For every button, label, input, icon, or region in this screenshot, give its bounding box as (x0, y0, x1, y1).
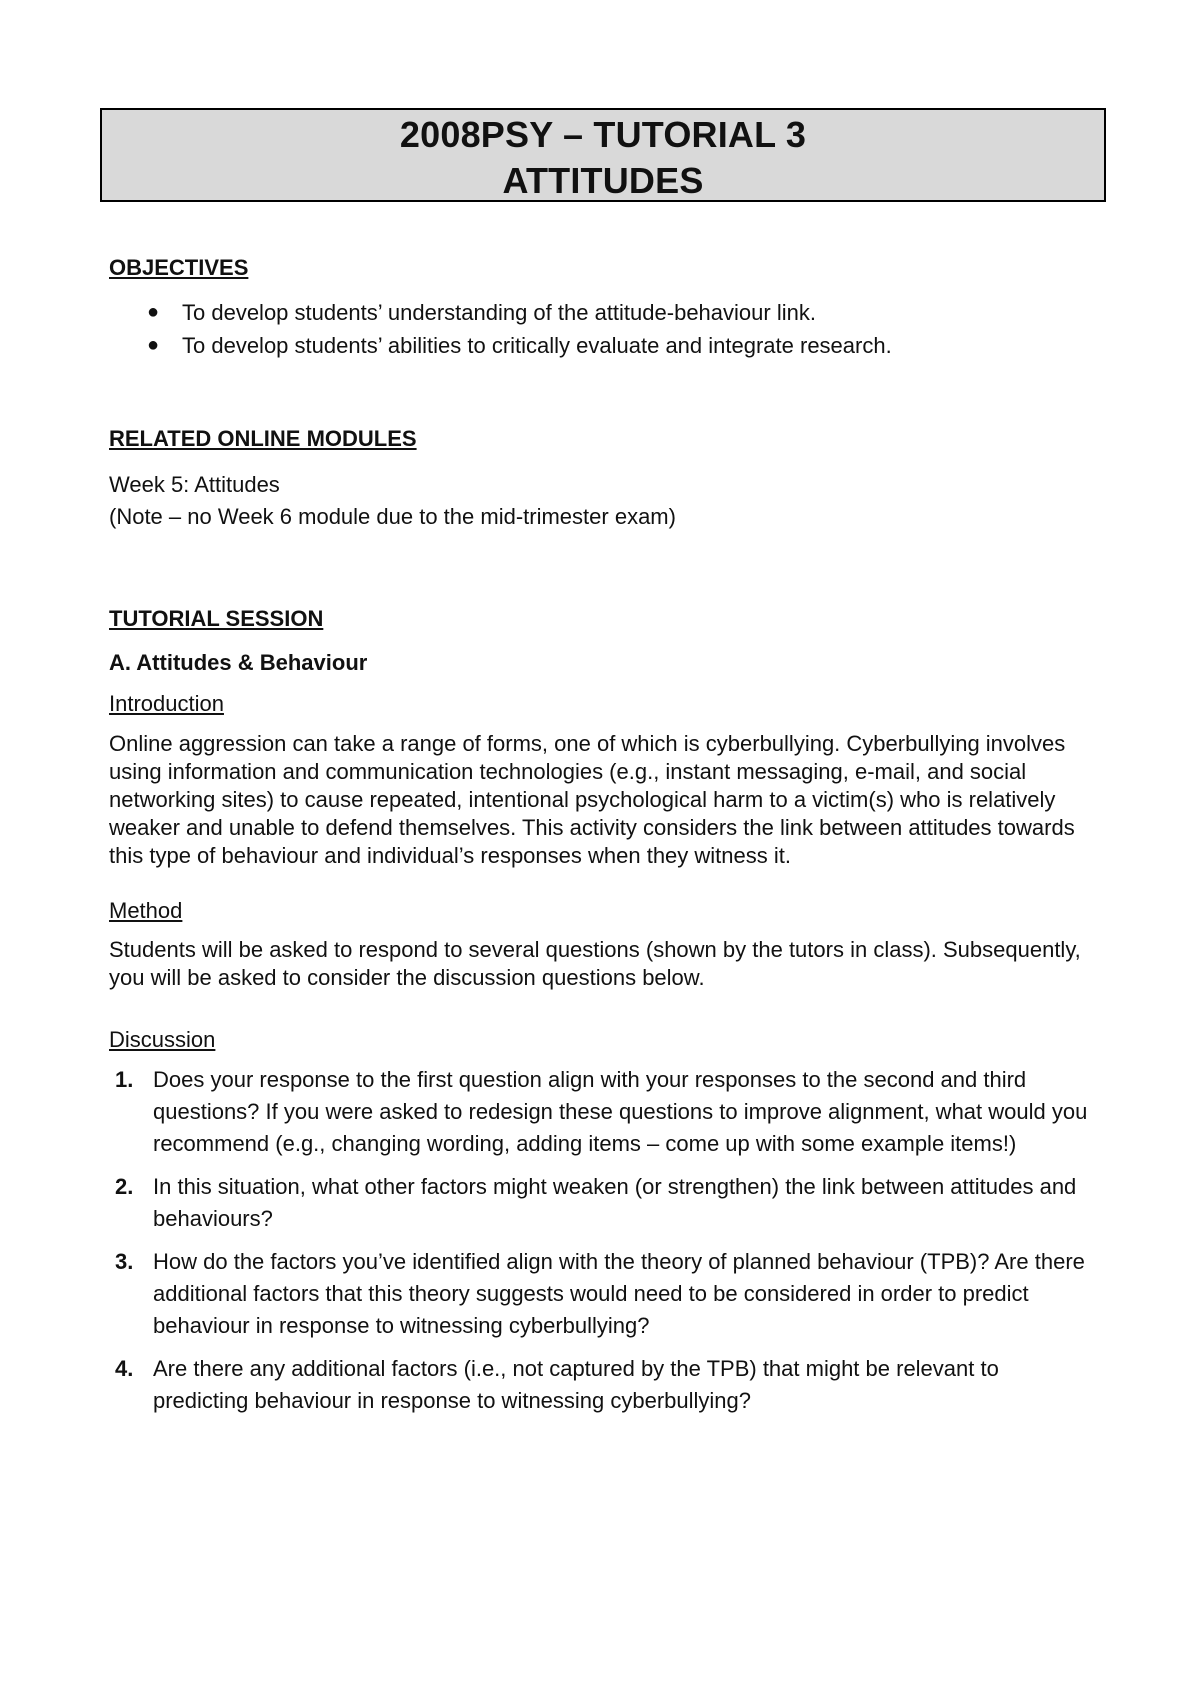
bullet-icon: ● (147, 334, 160, 356)
question-number: 1. (115, 1067, 134, 1092)
question-number: 3. (115, 1249, 134, 1274)
introduction-text: Online aggression can take a range of forms, one of which is cyberbullying. Cyberbullying involves using information and communication technologies (e.g., instant messaging, e-mail, and social networking sites) to cause repeated, intentional psychological harm to a victim(s) who is relatively weaker and unable to defend themselves. This activity considers the link between attitudes towards this type of behaviour and individual’s responses when they witness it. (109, 731, 1075, 868)
method-label: Method (109, 898, 183, 923)
modules-heading: RELATED ONLINE MODULES (109, 426, 417, 451)
objective-text: To develop students’ abilities to critically evaluate and integrate research. (182, 333, 892, 358)
title-line-2: ATTITUDES (502, 160, 704, 201)
discussion-question (109, 1246, 1099, 1342)
question-text: Are there any additional factors (i.e., not captured by the TPB) that might be relevant to predicting behaviour in response to witnessing cyberbullying? (153, 1356, 999, 1413)
question-number: 4. (115, 1356, 134, 1381)
objectives-list (109, 296, 1099, 362)
modules-section (109, 425, 1099, 533)
question-text: How do the factors you’ve identified align with the theory of planned behaviour (TPB)? Are there additional factors that this theory suggests would need to be considered in order to predict behaviour in response to witnessing cyberbullying? (153, 1249, 1085, 1338)
objective-item (109, 329, 1099, 362)
question-number: 2. (115, 1174, 134, 1199)
question-text: Does your response to the first question align with your responses to the second and third questions? If you were asked to redesign these questions to improve alignment, what would you recommend (e.g., changing wording, adding items – come up with some example items!) (153, 1067, 1088, 1156)
objective-item (109, 296, 1099, 329)
modules-line-1: Week 5: Attitudes (109, 472, 280, 497)
title-line-1: 2008PSY – TUTORIAL 3 (399, 114, 807, 155)
objective-text: To develop students’ understanding of the attitude-behaviour link. (182, 300, 816, 325)
method-text: Students will be asked to respond to several questions (shown by the tutors in class). Subsequently, you will be asked to consider the discussion questions below. (109, 937, 1081, 990)
section-title: A. Attitudes & Behaviour (109, 650, 368, 675)
session-heading: TUTORIAL SESSION (109, 606, 324, 631)
title-box (100, 108, 1106, 202)
session-section (109, 605, 1099, 1417)
introduction-label: Introduction (109, 691, 224, 716)
discussion-label: Discussion (109, 1027, 216, 1052)
objectives-heading: OBJECTIVES (109, 255, 249, 280)
objectives-section (109, 254, 1099, 362)
bullet-icon: ● (147, 301, 160, 323)
question-text: In this situation, what other factors might weaken (or strengthen) the link between attitudes and behaviours? (153, 1174, 1077, 1231)
discussion-question (109, 1353, 1099, 1417)
modules-line-2: (Note – no Week 6 module due to the mid-trimester exam) (109, 504, 676, 529)
document-content (109, 254, 1099, 1428)
discussion-questions (109, 1064, 1099, 1417)
discussion-question (109, 1064, 1099, 1160)
discussion-question (109, 1171, 1099, 1235)
